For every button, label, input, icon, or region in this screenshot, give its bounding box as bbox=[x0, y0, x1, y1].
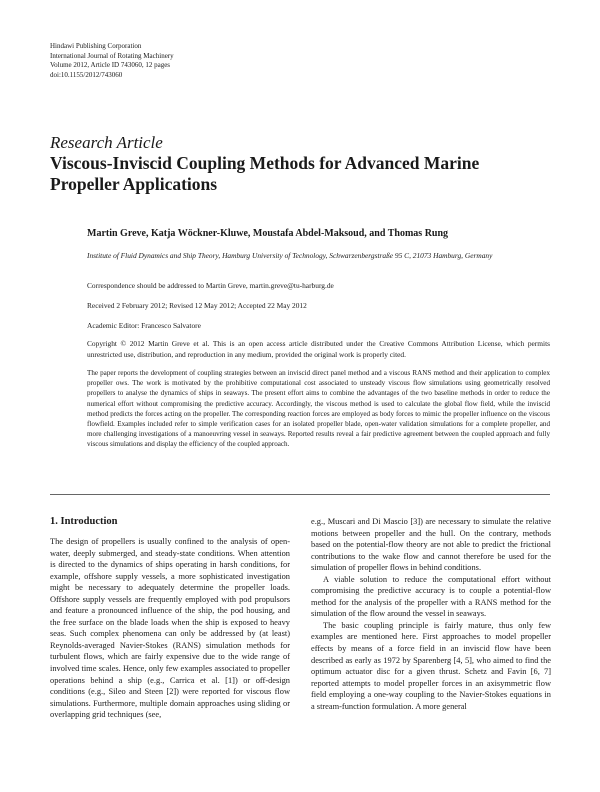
paragraph: The basic coupling principle is fairly mature, thus only few examples are mentioned here. First approaches to model propeller effects by means of a force field in an inviscid flow have been described as early as 1972 by Sparenberg [4, 5], who aimed to find the optimum actuator disc for a given thrust. Schetz and Favin [6, 7] reported attempts to model propeller forces in an axisymmetric flow field employing a one-way coupling to the Navier-Stokes equations in a stream-function formulation. A more general bbox=[311, 620, 551, 711]
paragraph: e.g., Muscari and Di Mascio [3]) are necessary to simulate the relative motions between propeller and the hull. On the contrary, methods based on the potential-flow theory are not able to predict the frictional contributions to the wake flow and cannot therefore be used for the simulation of propeller flows in behind conditions. bbox=[311, 517, 551, 573]
abstract: The paper reports the development of coupling strategies between an inviscid direct panel method and a viscous RANS method and their application to complex propeller ows. The work is motivated by the prohibitive computational cost associated to unsteady viscous flow simulations using geometrically resolved propellers to analyse the dynamics of ships in seaways. The present effort aims to combine the advantages of the two baseline methods in order to reduce the numerical effort without compromising the predictive accuracy. Accordingly, the viscous method is used to calculate the global flow field, while the inviscid method predicts the forces acting on the propeller. The corresponding reaction forces are employed as body forces to mimic the propeller influence on the viscous flowfield. Examples included refer to simple verification cases for an isolated propeller blade, open-water validation simulations for a complete propeller, and more challenging investigations of a manoeuvring vessel in seaways. Reported results reveal a fair predictive agreement between the coupled approach and fully viscous simulations and display the efficiency of the coupled approach. bbox=[87, 369, 550, 449]
copyright-notice: Copyright © 2012 Martin Greve et al. This is an open access article distributed under the Creative Commons Attribution License, which permits unrestricted use, distribution, and reproduction in any medium, provided the original work is properly cited. bbox=[87, 339, 550, 359]
article-type: Research Article bbox=[50, 133, 163, 152]
publisher: Hindawi Publishing Corporation bbox=[50, 42, 142, 50]
section-heading: 1. Introduction bbox=[50, 516, 118, 527]
doi: doi:10.1155/2012/743060 bbox=[50, 70, 123, 79]
affiliation: Institute of Fluid Dynamics and Ship Theory, Hamburg University of Technology, Schwarzenbergstraße 95 C, 21073 Hamburg, Germany bbox=[87, 251, 493, 260]
correspondence: Correspondence should be addressed to Martin Greve, martin.greve@tu-harburg.de bbox=[87, 281, 334, 290]
volume-info: Volume 2012, Article ID 743060, 12 pages bbox=[50, 61, 171, 70]
paragraph: The design of propellers is usually confined to the analysis of open-water, deeply submerged, and steady-state conditions. When attention is directed to the dynamics of ships operating in harsh conditions, for example, offshore supply vessels, a more sophisticated investigation might be necessary to adequately determine the propeller loads. Offshore supply vessels are frequently employed with pod propulsors and feature a pronounced influence of the ship, the pod housing, and the free surface on the blade loads when the ship is exposed to heavy seas. Such complex phenomena can only be addressed by (at least) Reynolds-averaged Navier-Stokes (RANS) simulation methods for turbulent flows, which are fairly expensive due to the wide range of involved time scales. Hence, only few examples associated to propeller operations behind a ship (e.g., Carrica et al. [1]) or off-design conditions (e.g., Sileo and Steen [2]) were reported for viscous flow simulations. Furthermore, multiple domain approaches using sliding or overlapping grid techniques (see, bbox=[50, 537, 290, 720]
authors: Martin Greve, Katja Wöckner-Kluwe, Moustafa Abdel-Maksoud, and Thomas Rung bbox=[87, 228, 449, 239]
academic-editor: Academic Editor: Francesco Salvatore bbox=[87, 321, 201, 330]
body-column-left bbox=[50, 536, 290, 721]
publication-info bbox=[50, 42, 174, 80]
received-dates: Received 2 February 2012; Revised 12 May 2012; Accepted 22 May 2012 bbox=[87, 301, 307, 310]
journal-name: International Journal of Rotating Machinery bbox=[50, 51, 174, 60]
paper-title: Viscous-Inviscid Coupling Methods for Advanced Marine Propeller Applications bbox=[50, 153, 480, 194]
section-divider bbox=[50, 494, 550, 495]
paragraph: A viable solution to reduce the computational effort without compromising the predictive accuracy is to couple a potential-flow method for the analysis of the propeller with a RANS method for the simulation of the flow around the vessel in seaways. bbox=[311, 574, 551, 619]
body-column-right bbox=[311, 516, 551, 712]
